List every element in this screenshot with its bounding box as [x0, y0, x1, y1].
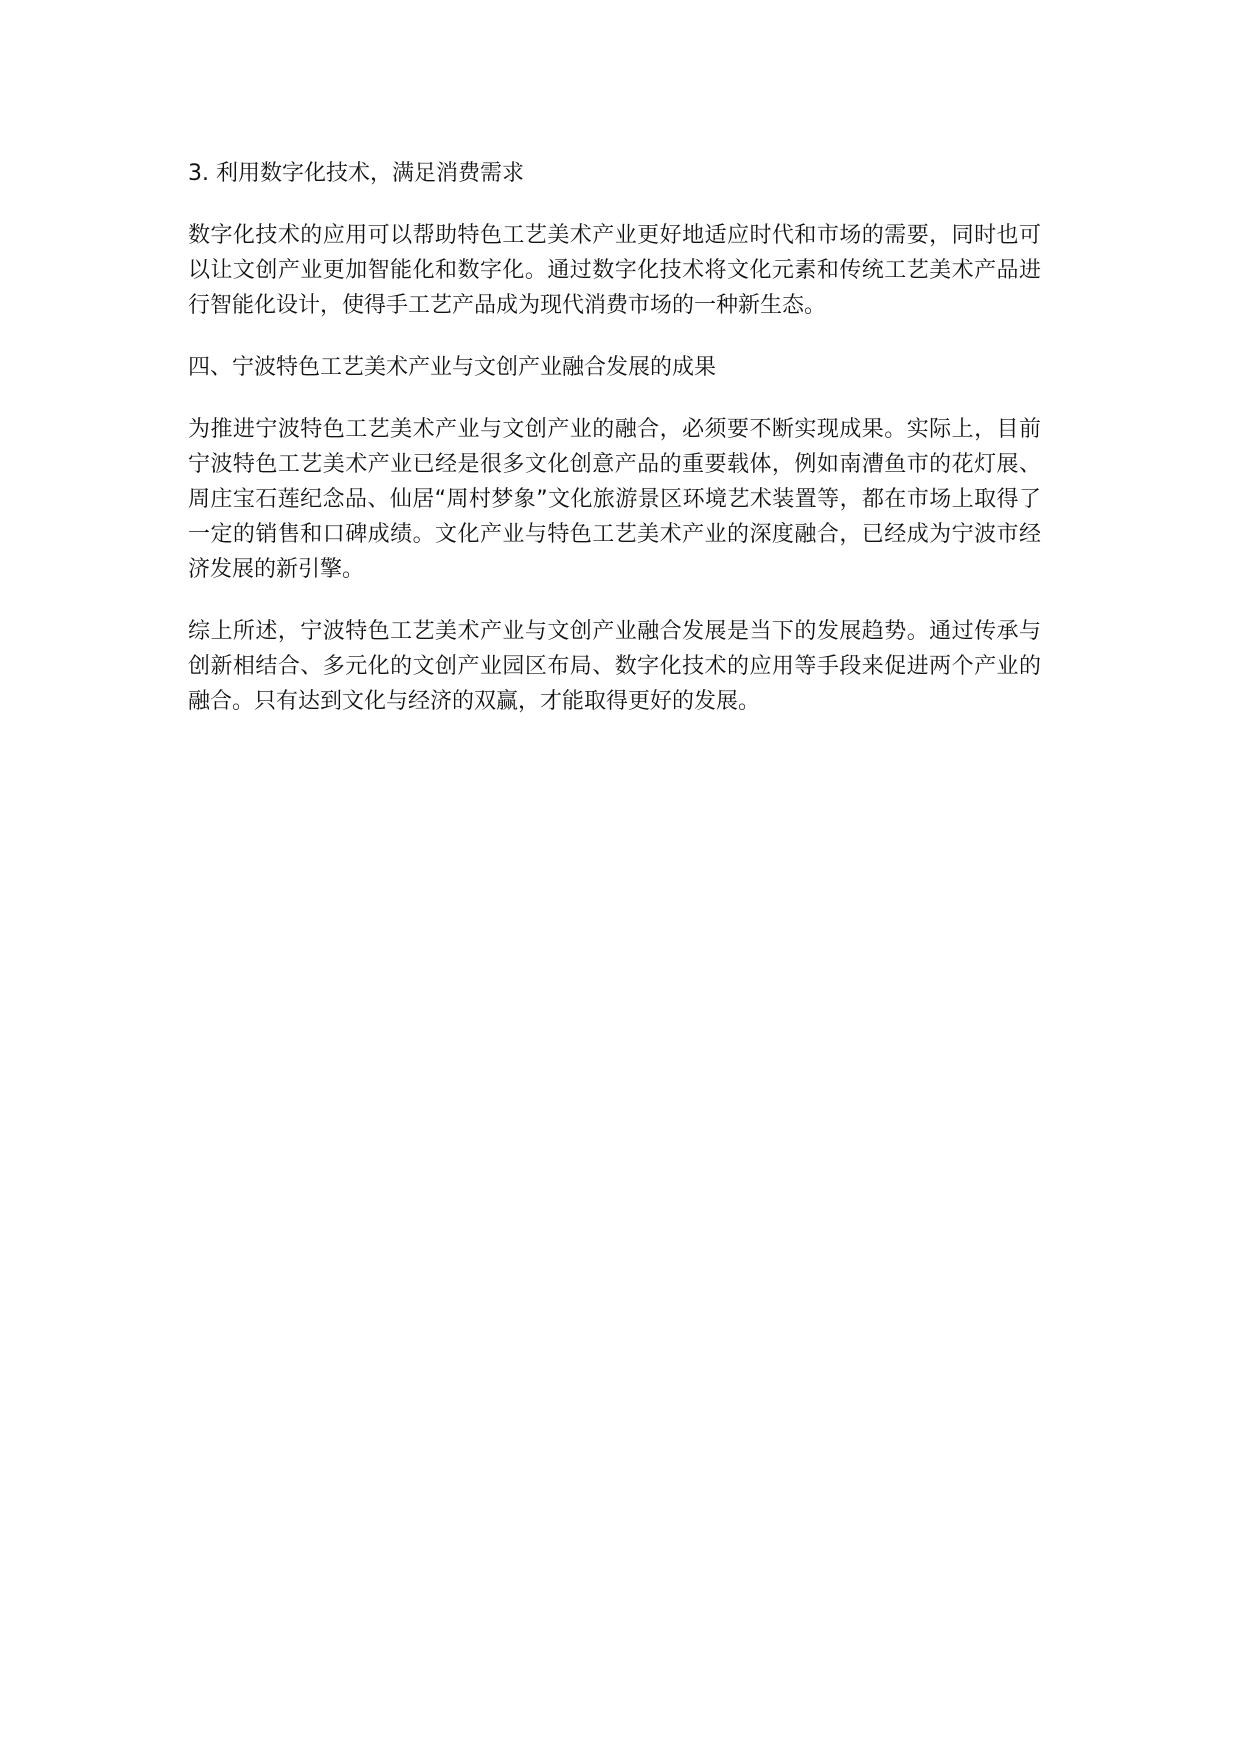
paragraph-results: 为推进宁波特色工艺美术产业与文创产业的融合，必须要不断实现成果。实际上，目前宁波特色工艺美术产业已经是很多文化创意产品的重要载体，例如南漕鱼市的花灯展、周庄宝石莲纪念品、仙居“周村梦象”文化旅游景区环境艺术装置等，都在市场上取得了一定的销售和口碑成绩。文化产业与特色工艺美术产业的深度融合，已经成为宁波市经济发展的新引擎。: [188, 417, 1041, 582]
paragraph-conclusion: 综上所述，宁波特色工艺美术产业与文创产业融合发展是当下的发展趋势。通过传承与创新相结合、多元化的文创产业园区布局、数字化技术的应用等手段来促进两个产业的融合。只有达到文化与经济的双赢，才能取得更好的发展。: [188, 619, 1041, 714]
paragraph-digital-tech: 数字化技术的应用可以帮助特色工艺美术产业更好地适应时代和市场的需要，同时也可以让文创产业更加智能化和数字化。通过数字化技术将文化元素和传统工艺美术产品进行智能化设计，使得手工艺产品成为现代消费市场的一种新生态。: [188, 223, 1041, 318]
document-body: [188, 156, 1041, 746]
section-heading-digital-tech: 3. 利用数字化技术，满足消费需求: [188, 161, 524, 186]
section-heading-results: 四、宁波特色工艺美术产业与文创产业融合发展的成果: [188, 355, 717, 380]
